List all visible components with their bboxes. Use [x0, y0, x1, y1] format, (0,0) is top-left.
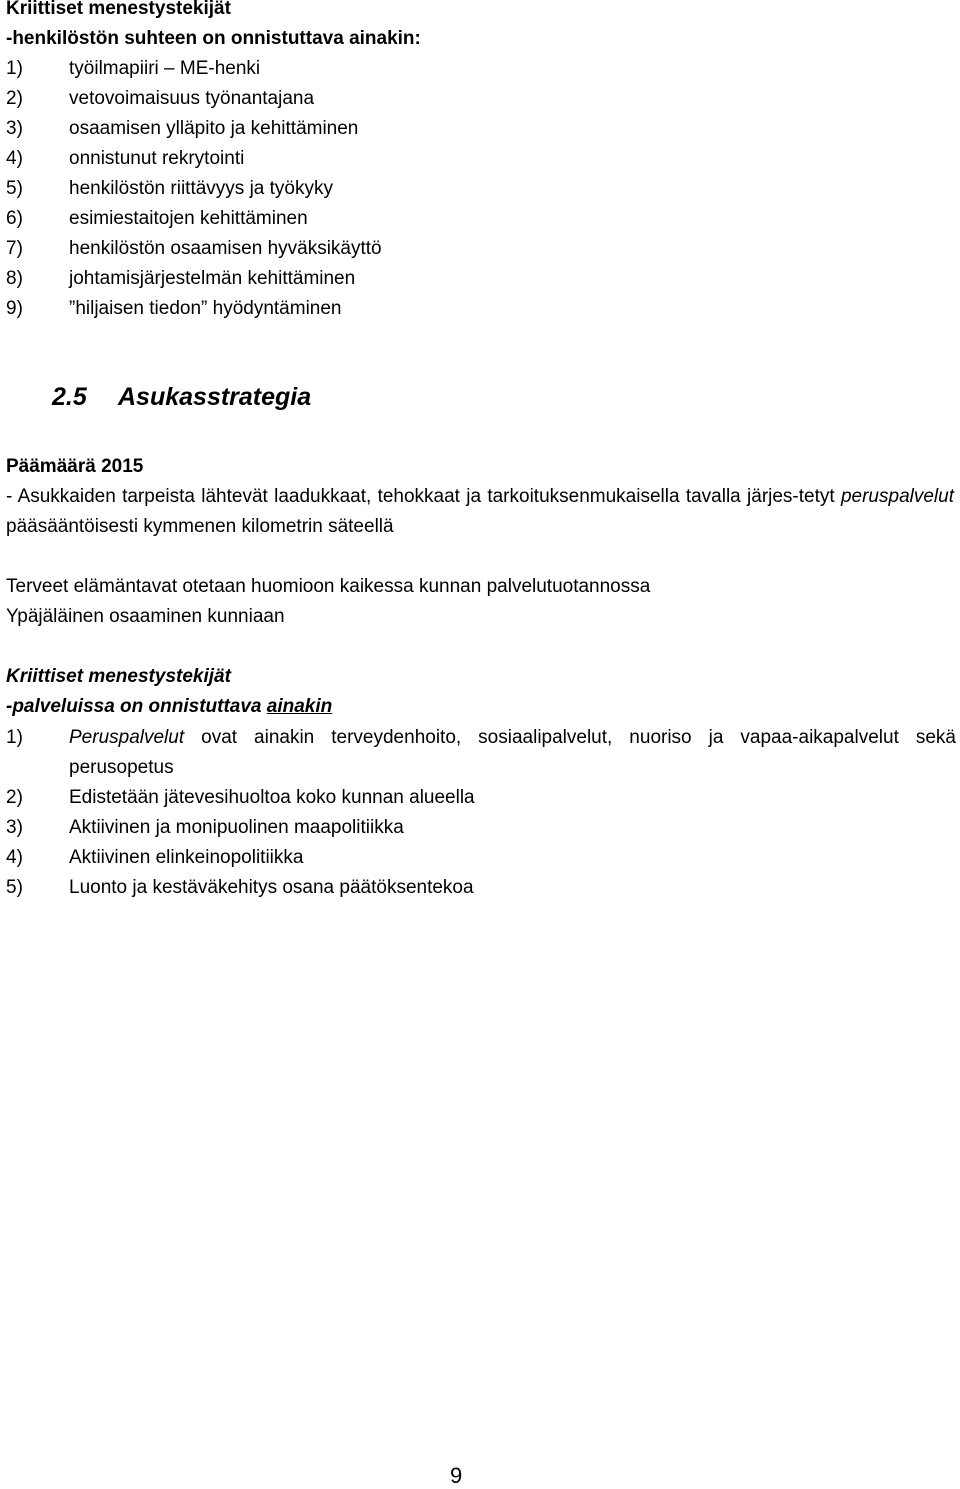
- list-item-text: työilmapiiri – ME-henki: [69, 58, 261, 79]
- list-item-text: Edistetään jätevesihuoltoa koko kunnan alueella: [69, 787, 475, 808]
- list-item: [6, 876, 474, 900]
- list-item-number: 7): [6, 238, 23, 259]
- section-heading-number: 2.5: [52, 383, 87, 411]
- list-item-text: osaamisen ylläpito ja kehittäminen: [69, 118, 359, 139]
- list-item-text: ”hiljaisen tiedon” hyödyntäminen: [69, 298, 342, 319]
- list-item-number: 3): [6, 118, 23, 139]
- section-title: Kriittiset menestystekijät: [6, 0, 231, 19]
- list-item-number: 2): [6, 787, 23, 808]
- list-item: [6, 267, 355, 291]
- section-subtitle-text: -palveluissa on onnistuttava: [6, 696, 267, 717]
- list-item-number: 6): [6, 208, 23, 229]
- list-item: [6, 87, 314, 111]
- goal-paragraph-end: pääsääntöisesti kymmenen kilometrin säteellä: [6, 516, 394, 537]
- goal-paragraph-emphasis: peruspalvelut: [840, 486, 954, 507]
- list-item-number: 3): [6, 817, 23, 838]
- goal-line: Ypäjäläinen osaaminen kunniaan: [6, 606, 285, 627]
- list-item: [6, 237, 382, 261]
- list-item-number: 5): [6, 178, 23, 199]
- list-item-text: esimiestaitojen kehittäminen: [69, 208, 308, 229]
- list-item: [6, 846, 303, 870]
- list-item-text: ovat ainakin terveydenhoito, sosiaalipalvelut, nuoriso ja vapaa-aikapalvelut sekä perusopetus: [69, 727, 956, 778]
- section-title: Kriittiset menestystekijät: [6, 666, 231, 687]
- list-item: [6, 816, 404, 840]
- list-item-emphasis: Peruspalvelut: [69, 727, 185, 748]
- goal-paragraph-start: - Asukkaiden tarpeista lähtevät laadukkaat, tehokkaat ja tarkoituksenmukaisella tavalla järjes-tetyt: [6, 486, 841, 507]
- list-item: [6, 177, 333, 201]
- list-item-number: 4): [6, 847, 23, 868]
- goal-line: Terveet elämäntavat otetaan huomioon kaikessa kunnan palvelutuotannossa: [6, 576, 651, 597]
- list-item-number: 2): [6, 88, 23, 109]
- list-item: [6, 297, 342, 321]
- goal-title: Päämäärä 2015: [6, 456, 144, 477]
- list-item-number: 5): [6, 877, 23, 898]
- list-item-text: Aktiivinen ja monipuolinen maapolitiikka: [69, 817, 404, 838]
- list-item-number: 8): [6, 268, 23, 289]
- list-item: [6, 57, 260, 81]
- list-item-text: onnistunut rekrytointi: [69, 148, 245, 169]
- list-item-number: 4): [6, 148, 23, 169]
- list-item: [6, 207, 308, 231]
- list-item-number: 9): [6, 298, 23, 319]
- list-item: [6, 117, 358, 141]
- section-subtitle: [6, 695, 332, 719]
- list-item-number: 1): [6, 727, 23, 748]
- list-item: [6, 786, 475, 810]
- list-item: [6, 723, 956, 783]
- goal-paragraph: [6, 482, 954, 542]
- section-subtitle-underlined: ainakin: [266, 696, 333, 717]
- list-item-number: 1): [6, 58, 23, 79]
- list-item-text: henkilöstön riittävyys ja työkyky: [69, 178, 333, 199]
- section-heading: [52, 381, 311, 413]
- list-item-text: henkilöstön osaamisen hyväksikäyttö: [69, 238, 382, 259]
- list-item: [6, 147, 244, 171]
- section-subtitle: -henkilöstön suhteen on onnistuttava ainakin:: [6, 28, 421, 49]
- list-item-text: vetovoimaisuus työnantajana: [69, 88, 315, 109]
- list-item-text: Luonto ja kestäväkehitys osana päätöksentekoa: [69, 877, 474, 898]
- section-heading-title: Asukasstrategia: [118, 383, 312, 411]
- list-item-text: johtamisjärjestelmän kehittäminen: [69, 268, 356, 289]
- page-number: 9: [450, 1463, 463, 1488]
- list-item-text: Aktiivinen elinkeinopolitiikka: [69, 847, 304, 868]
